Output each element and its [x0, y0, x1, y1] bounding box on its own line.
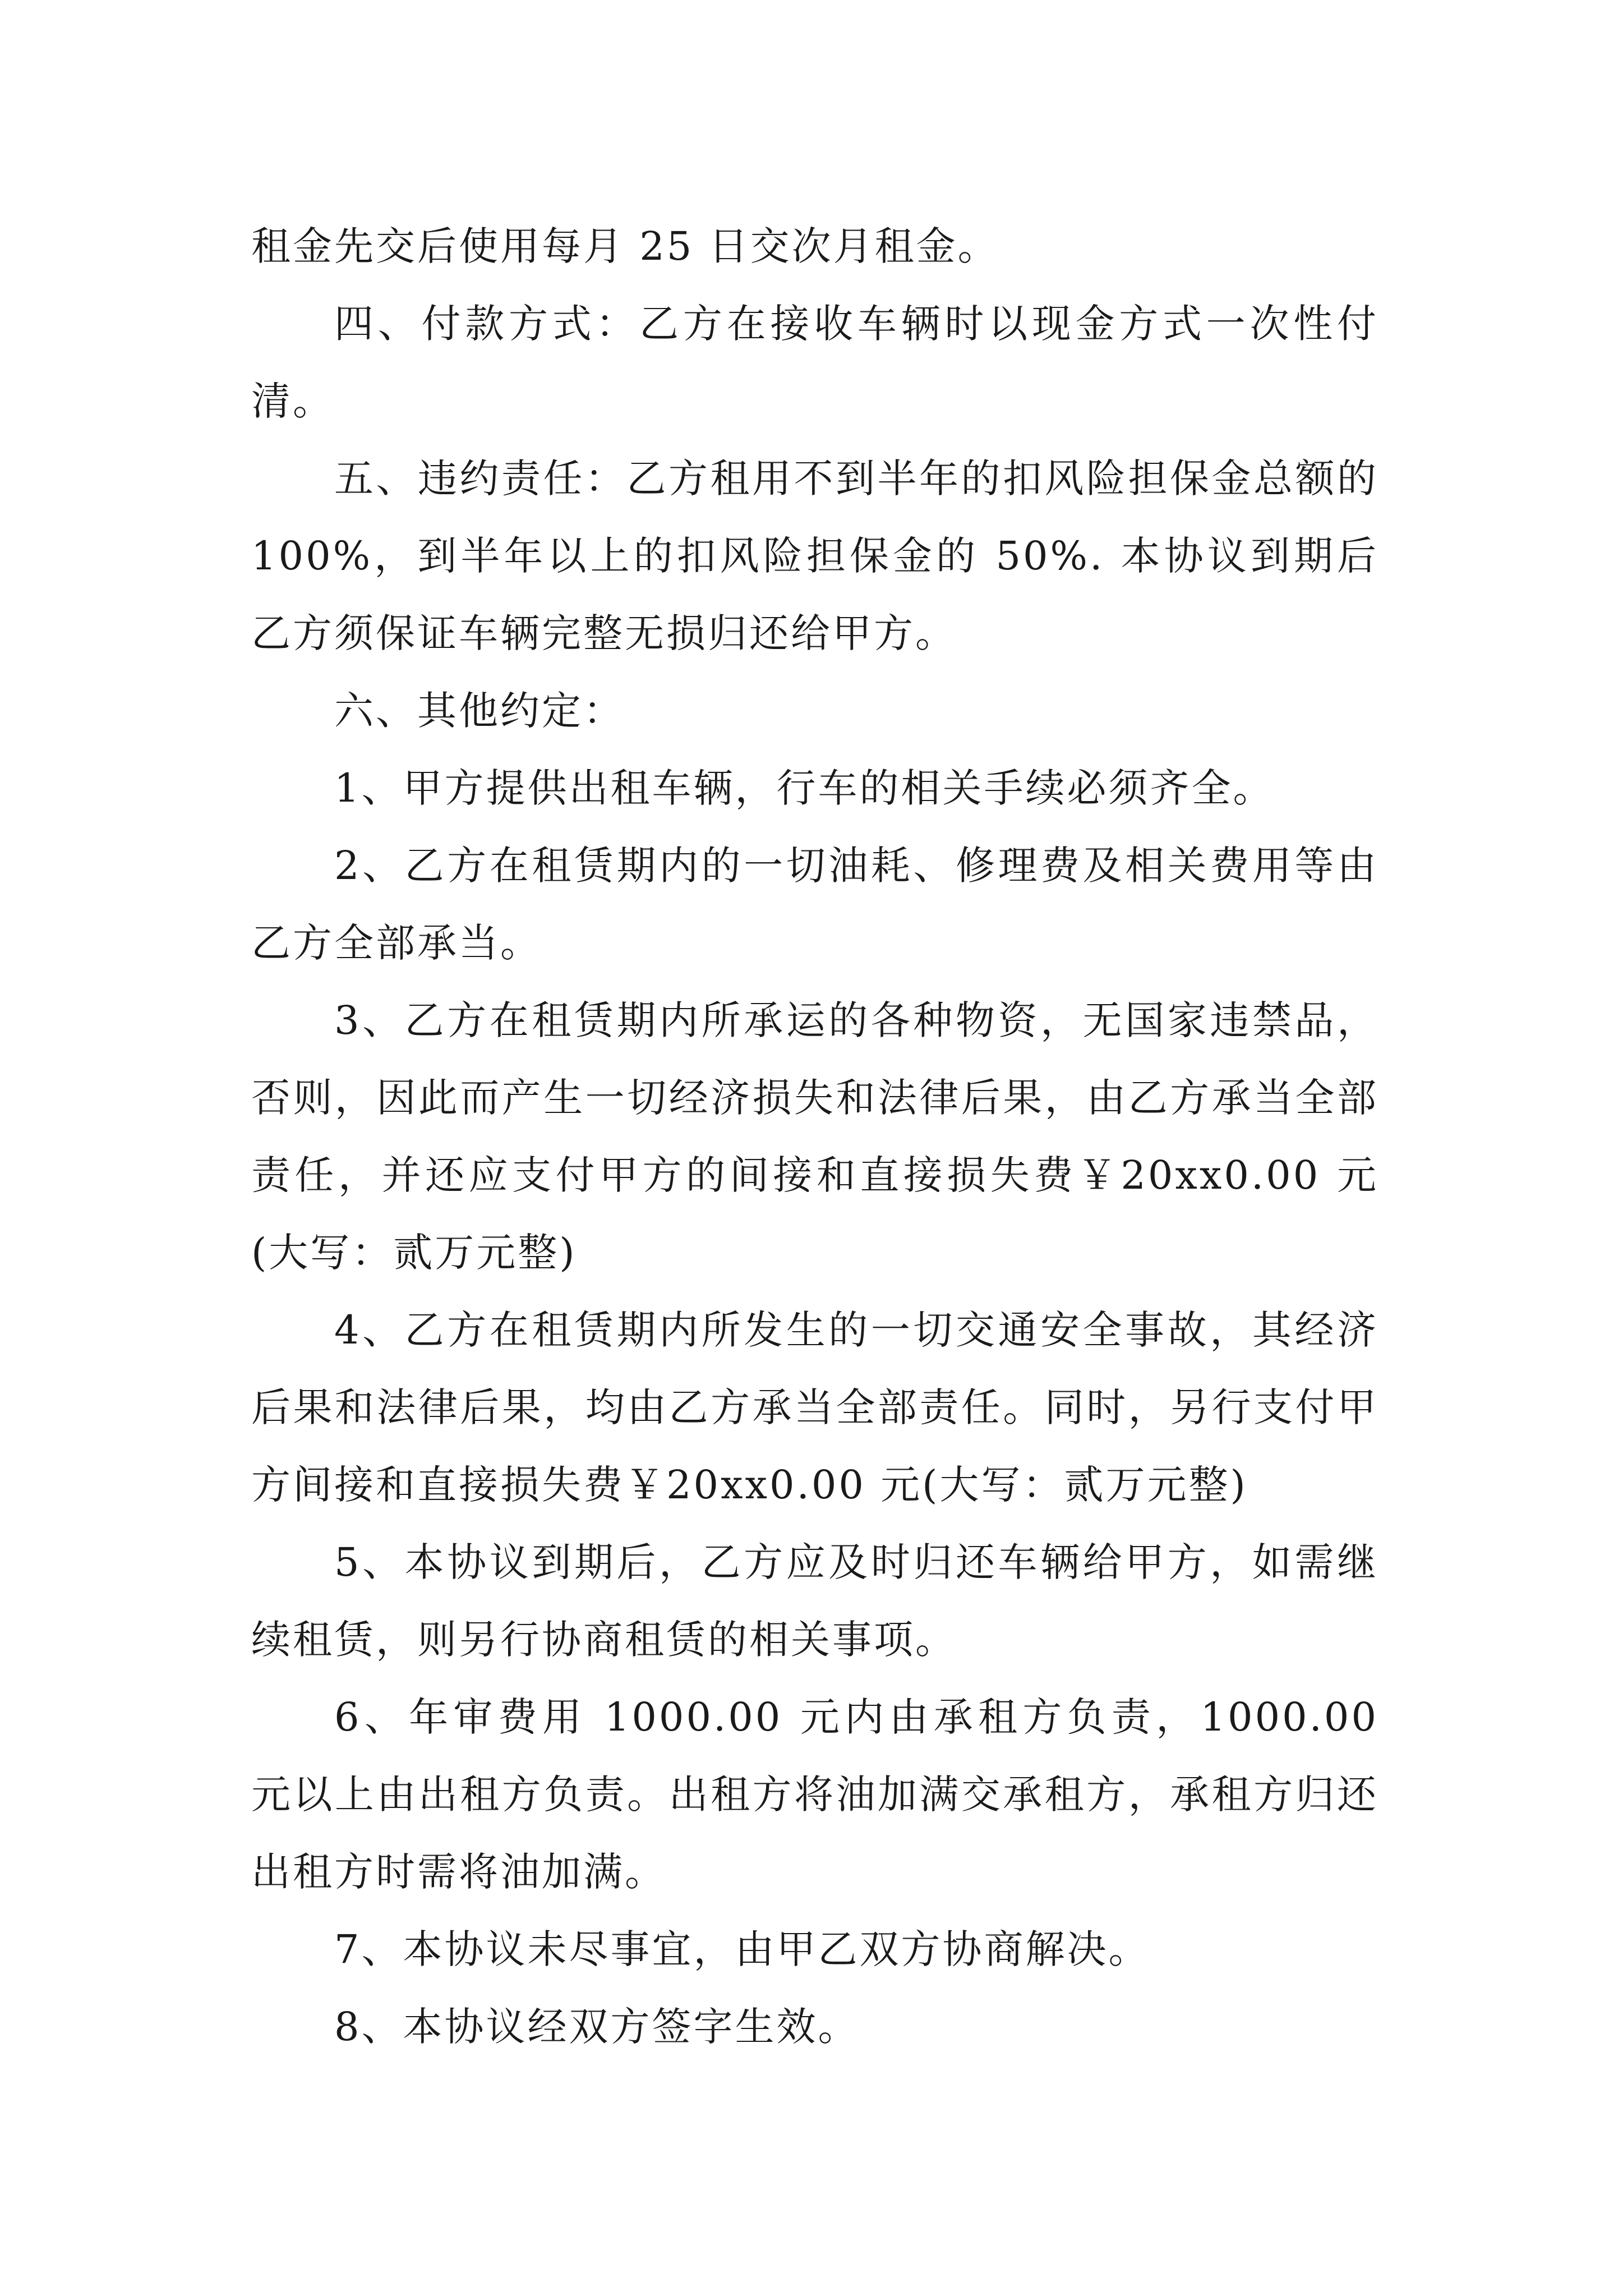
paragraph-clause-2: 2、乙方在租赁期内的一切油耗、修理费及相关费用等由乙方全部承当。	[251, 843, 1378, 966]
paragraph-payment-method: 四、付款方式：乙方在接收车辆时以现金方式一次性付清。	[251, 301, 1378, 424]
paragraph-clause-6: 6、年审费用 1000.00 元内由承租方负责，1000.00 元以上由出租方负责。出租方将油加满交承租方，承租方归还出租方时需将油加满。	[251, 1694, 1378, 1895]
paragraph-clause-3: 3、乙方在租赁期内所承运的各种物资，无国家违禁品，否则，因此而产生一切经济损失和法律后果，由乙方承当全部责任，并还应支付甲方的间接和直接损失费￥20xx0.00 元(大写：贰万元整)	[251, 997, 1378, 1276]
paragraph-clause-7: 7、本协议未尽事宜，由甲乙双方协商解决。	[334, 1926, 1150, 1972]
paragraph-other-agreements-heading: 六、其他约定：	[334, 688, 625, 734]
document-body	[251, 208, 1378, 2065]
paragraph-clause-8: 8、本协议经双方签字生效。	[334, 2004, 860, 2050]
paragraph-clause-4: 4、乙方在租赁期内所发生的一切交通安全事故，其经济后果和法律后果，均由乙方承当全部责任。同时，另行支付甲方间接和直接损失费￥20xx0.00 元(大写：贰万元整)	[251, 1307, 1378, 1508]
paragraph-clause-1: 1、甲方提供出租车辆，行车的相关手续必须齐全。	[334, 765, 1275, 811]
paragraph-breach-liability: 五、违约责任：乙方租用不到半年的扣风险担保金总额的 100%，到半年以上的扣风险担保金的 50%. 本协议到期后乙方须保证车辆完整无损归还给甲方。	[251, 455, 1378, 656]
paragraph-rent-payment: 租金先交后使用每月 25 日交次月租金。	[251, 223, 999, 269]
paragraph-clause-5: 5、本协议到期后，乙方应及时归还车辆给甲方，如需继续租赁，则另行协商租赁的相关事项。	[251, 1539, 1378, 1663]
